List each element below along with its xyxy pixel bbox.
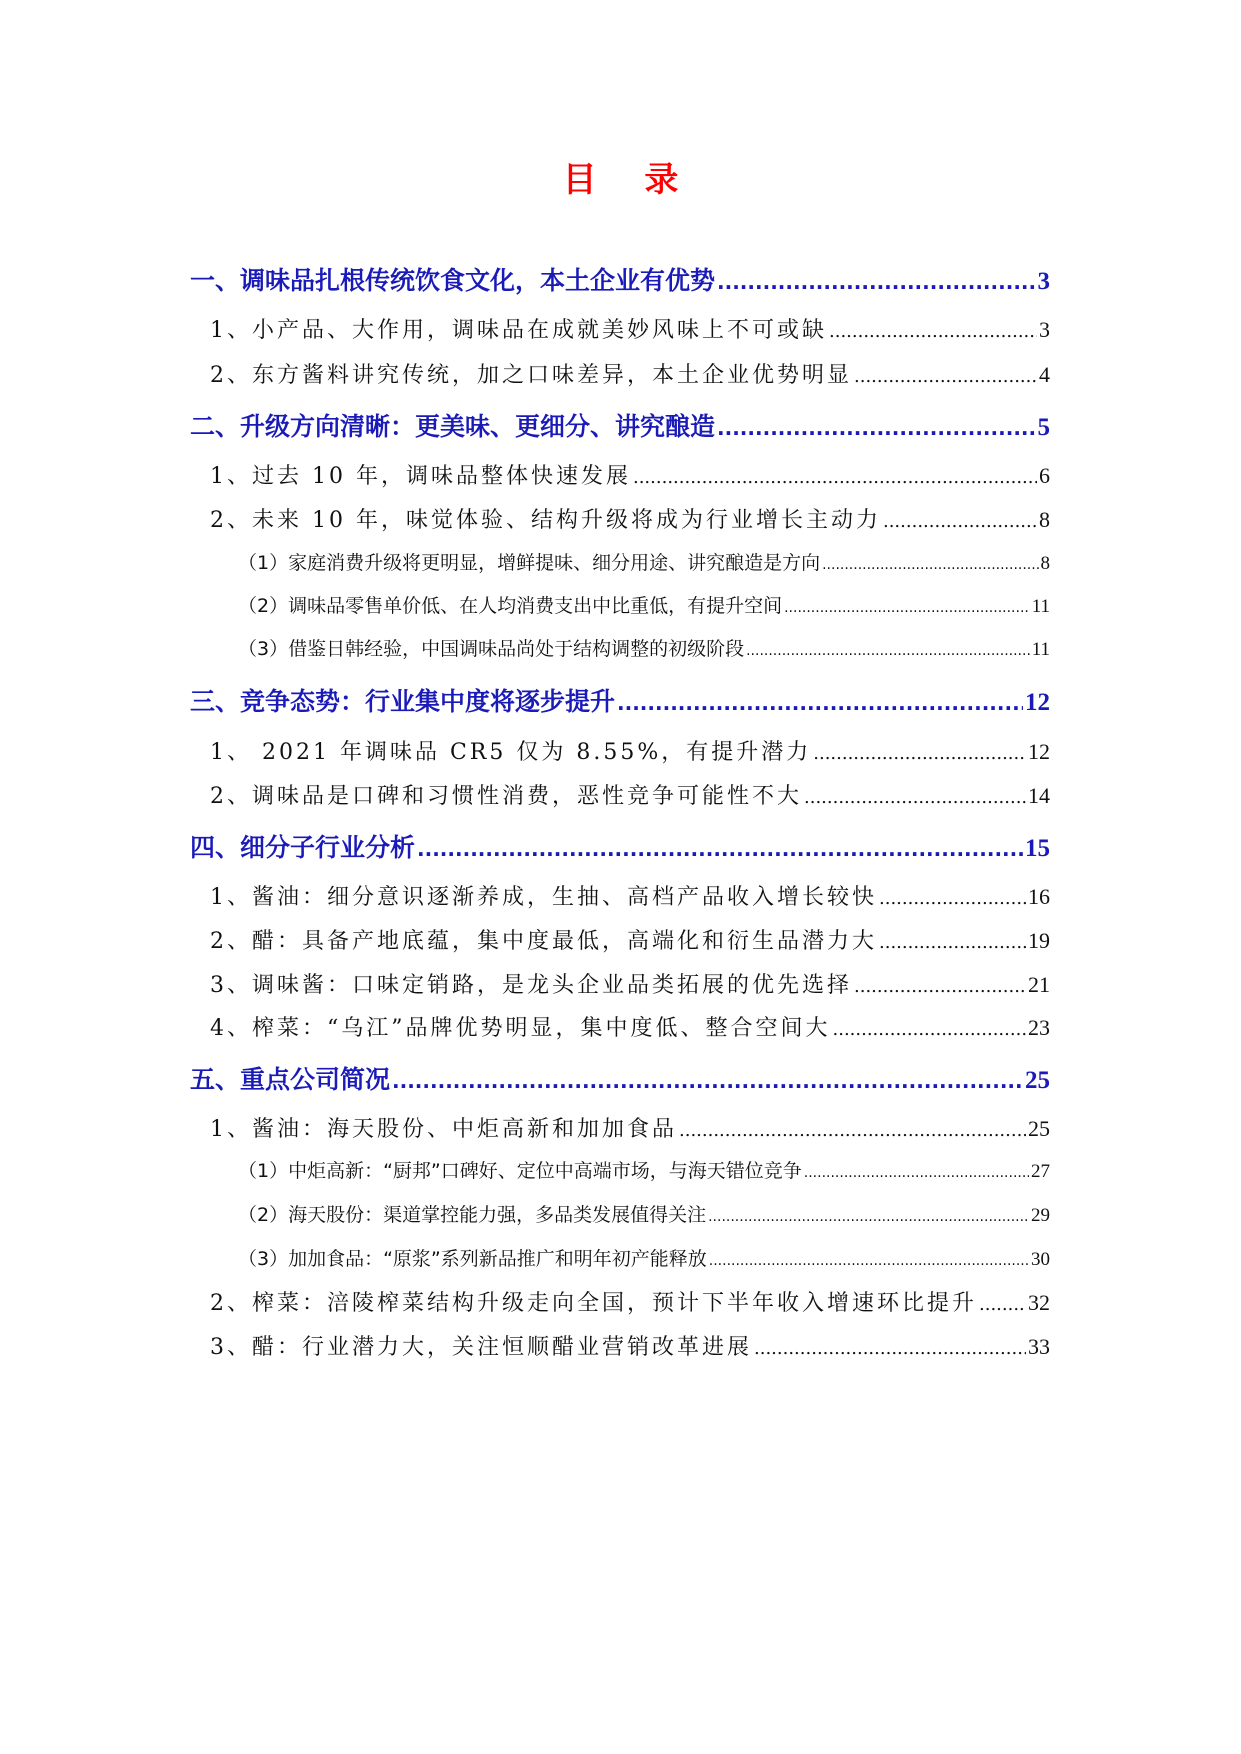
dot-leader (617, 687, 1023, 719)
toc-entry[interactable] (190, 1288, 1050, 1320)
dot-leader (717, 266, 1035, 298)
toc-entry-page: 33 (1028, 1334, 1050, 1359)
toc-entry[interactable] (190, 592, 1050, 622)
toc-entry[interactable] (190, 1245, 1050, 1275)
toc-entry-page: 23 (1028, 1015, 1050, 1040)
toc-entry[interactable] (190, 737, 1050, 769)
dot-leader (708, 1203, 1029, 1231)
toc-entry-page: 3 (1037, 268, 1050, 295)
dot-leader (709, 1247, 1029, 1275)
dot-leader (717, 412, 1035, 444)
toc-entry[interactable] (190, 1064, 1050, 1097)
toc-entry-page: 14 (1028, 783, 1050, 808)
toc-entry[interactable] (190, 635, 1050, 665)
toc-entry-label: 2、醋：具备产地底蕴，集中度最低，高端化和衍生品潜力大 (210, 929, 877, 954)
toc-entry-label: （1）中炬高新：“厨邦”口碑好、定位中高端市场，与海天错位竞争 (238, 1160, 802, 1182)
dot-leader (854, 362, 1037, 392)
toc-entry-label: 1、 2021 年调味品 CR5 仅为 8.55%，有提升潜力 (210, 740, 812, 765)
toc-entry[interactable] (190, 781, 1050, 813)
toc-entry-label: 一、调味品扎根传统饮食文化，本土企业有优势 (190, 266, 716, 295)
toc-entry-page: 8 (1040, 553, 1050, 574)
toc-entry[interactable] (190, 1157, 1050, 1187)
dot-leader (854, 972, 1026, 1002)
dot-leader (633, 463, 1037, 493)
toc-entry[interactable] (190, 1114, 1050, 1146)
toc-entry-page: 11 (1031, 639, 1050, 660)
toc-entry-label: （3）加加食品：“原浆”系列新品推广和明年初产能释放 (238, 1248, 707, 1270)
dot-leader (392, 1065, 1023, 1097)
toc-entry-page: 12 (1028, 739, 1050, 764)
dot-leader (833, 1015, 1027, 1045)
toc-entry-page: 25 (1025, 1067, 1050, 1094)
toc-entry[interactable] (190, 461, 1050, 493)
toc-entry-page: 3 (1039, 317, 1050, 342)
toc-entry-page: 8 (1039, 507, 1050, 532)
dot-leader (804, 783, 1026, 813)
toc-entry[interactable] (190, 1201, 1050, 1231)
toc-entry-page: 16 (1028, 884, 1050, 909)
dot-leader (784, 594, 1030, 622)
toc-entry[interactable] (190, 882, 1050, 914)
dot-leader (813, 739, 1026, 769)
toc-entry-label: 1、酱油：海天股份、中炬高新和加加食品 (210, 1117, 677, 1142)
toc-entry[interactable] (190, 360, 1050, 392)
dot-leader (746, 637, 1030, 665)
toc-entry[interactable] (190, 549, 1050, 579)
dot-leader (679, 1116, 1026, 1146)
dot-leader (883, 507, 1037, 537)
toc-entry-label: 五、重点公司简况 (190, 1065, 391, 1094)
toc-entry-page: 12 (1025, 689, 1050, 716)
toc-entry-page: 19 (1028, 928, 1050, 953)
toc-entry-page: 6 (1039, 463, 1050, 488)
toc-entry-page: 21 (1028, 972, 1050, 997)
toc-entry[interactable] (190, 411, 1050, 444)
toc-entry-page: 15 (1025, 835, 1050, 862)
toc-entry-label: 三、竞争态势：行业集中度将逐步提升 (190, 687, 616, 716)
toc-entry-label: 3、调味酱：口味定销路，是龙头企业品类拓展的优先选择 (210, 973, 852, 998)
dot-leader (804, 1159, 1029, 1187)
toc-entry[interactable] (190, 686, 1050, 719)
toc-entry[interactable] (190, 315, 1050, 347)
toc-entry-label: 四、细分子行业分析 (190, 833, 416, 862)
toc-entry-label: （3）借鉴日韩经验，中国调味品尚处于结构调整的初级阶段 (238, 638, 745, 660)
toc-entry-label: 二、升级方向清晰：更美味、更细分、讲究酿造 (190, 412, 716, 441)
toc-entry[interactable] (190, 832, 1050, 865)
dot-leader (822, 551, 1038, 579)
toc-entry[interactable] (190, 505, 1050, 537)
toc-entry[interactable] (190, 1013, 1050, 1045)
dot-leader (879, 884, 1026, 914)
toc-entry-label: （2）海天股份：渠道掌控能力强，多品类发展值得关注 (238, 1204, 707, 1226)
toc-entry-page: 25 (1028, 1116, 1050, 1141)
page-title: 目 录 (562, 160, 697, 200)
dot-leader (979, 1290, 1026, 1320)
dot-leader (754, 1334, 1026, 1364)
toc-entry-label: 4、榨菜：“乌江”品牌优势明显，集中度低、整合空间大 (210, 1016, 831, 1041)
toc-entry-label: 1、酱油：细分意识逐渐养成，生抽、高档产品收入增长较快 (210, 885, 877, 910)
toc-entry-label: 2、东方酱料讲究传统，加之口味差异，本土企业优势明显 (210, 363, 852, 388)
toc-entry[interactable] (190, 926, 1050, 958)
toc-entry-label: 1、过去 10 年，调味品整体快速发展 (210, 464, 631, 489)
dot-leader (879, 928, 1026, 958)
toc-entry-label: 1、小产品、大作用，调味品在成就美妙风味上不可或缺 (210, 318, 827, 343)
toc-entry-label: 3、醋：行业潜力大，关注恒顺醋业营销改革进展 (210, 1335, 752, 1360)
toc-entry-label: 2、未来 10 年，味觉体验、结构升级将成为行业增长主动力 (210, 508, 881, 533)
toc-entry-label: 2、榨菜：涪陵榨菜结构升级走向全国，预计下半年收入增速环比提升 (210, 1291, 977, 1316)
toc-entry-page: 5 (1037, 414, 1050, 441)
toc-entry[interactable] (190, 1332, 1050, 1364)
toc-entry-page: 32 (1028, 1290, 1050, 1315)
toc-entry-page: 4 (1039, 362, 1050, 387)
toc-entry-label: 2、调味品是口碑和习惯性消费，恶性竞争可能性不大 (210, 784, 802, 809)
toc-entry-page: 30 (1031, 1249, 1050, 1270)
toc-entry-page: 11 (1031, 596, 1050, 617)
toc-entry[interactable] (190, 265, 1050, 298)
dot-leader (829, 317, 1037, 347)
toc-entry-page: 27 (1031, 1161, 1050, 1182)
toc-entry[interactable] (190, 970, 1050, 1002)
dot-leader (417, 833, 1023, 865)
toc-entry-label: （2）调味品零售单价低、在人均消费支出中比重低，有提升空间 (238, 595, 783, 617)
toc-entry-page: 29 (1031, 1205, 1050, 1226)
toc-entry-label: （1）家庭消费升级将更明显，增鲜提味、细分用途、讲究酿造是方向 (238, 552, 821, 574)
